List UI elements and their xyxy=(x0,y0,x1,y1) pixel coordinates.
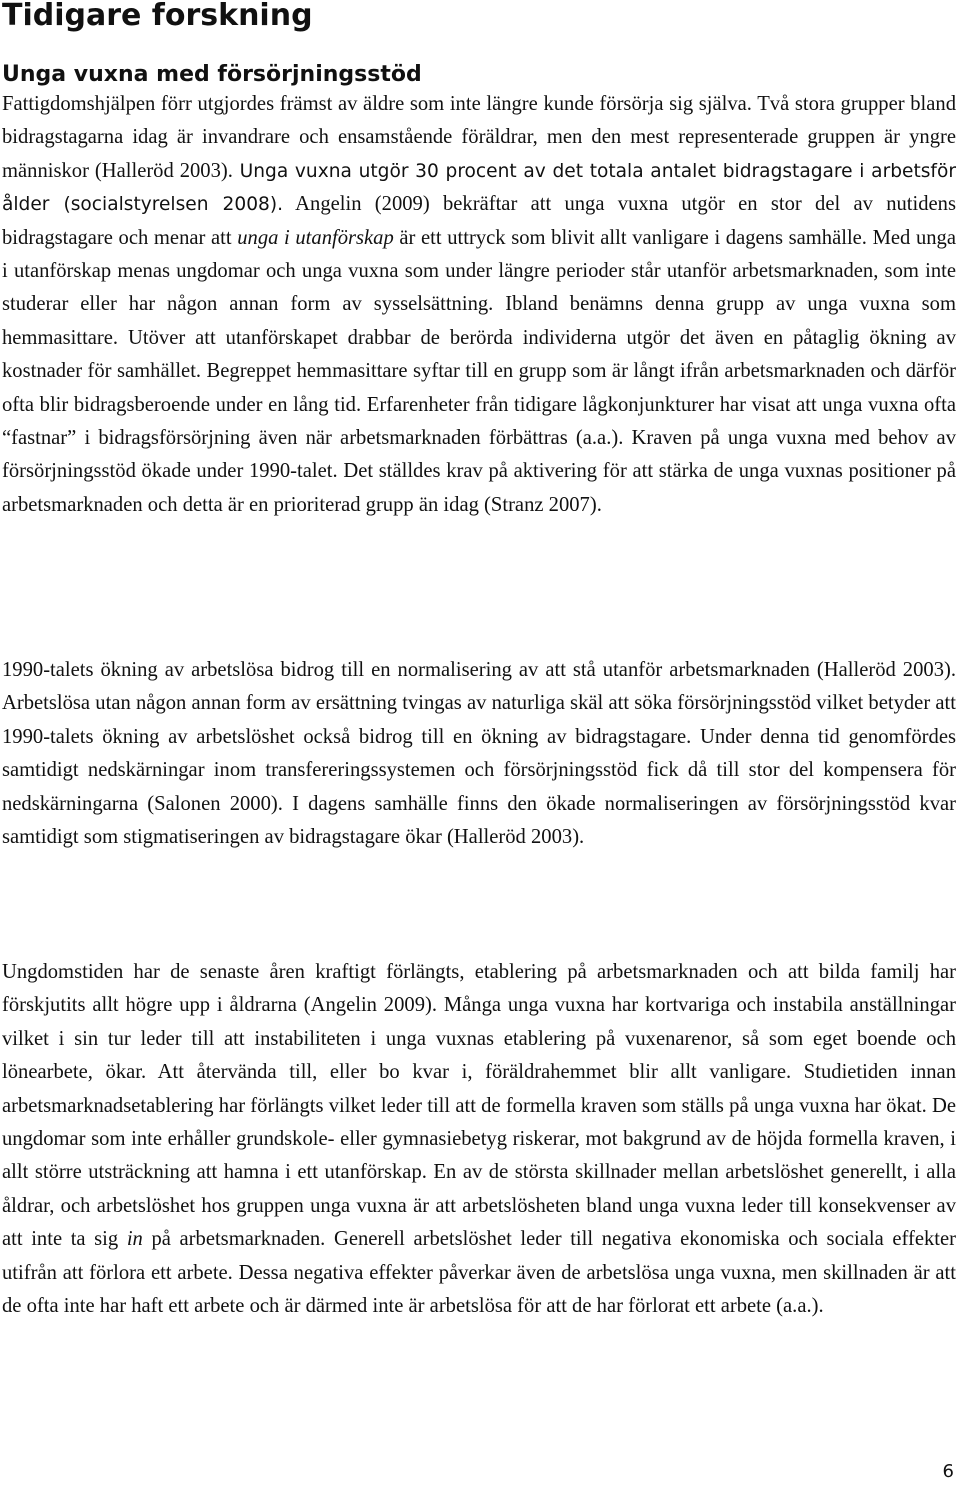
section-heading: Unga vuxna med försörjningsstöd xyxy=(2,62,422,87)
paragraph-1-sentence-2: Unga vuxna utgör 30 procent av det totala antalet bidragstagare i arbetsför ålder (socialstyrelsen 2008). xyxy=(2,160,956,216)
paragraph-3-part-b: på arbetsmarknaden. Generell arbetslöshet leder till negativa ekonomiska och sociala effekter utifrån att förlora ett arbete. Dessa negativa effekter påverkar även de arbetslösa unga vuxna, men skillnaden är att de ofta inte har haft ett arbete och är därmed inte är arbetslösa för att de har förlorat ett arbete (a.a.). xyxy=(2,1228,956,1318)
paragraph-3-italic-word: in xyxy=(126,1228,143,1251)
paragraph-3-part-a: Ungdomstiden har de senaste åren kraftigt förlängts, etablering på arbetsmarknaden och att bilda familj har förskjutits allt högre upp i åldrarna (Angelin 2009). Många unga vuxna har kortvariga och instabila anställningar vilket i sin tur leder till att instabiliteten i unga vuxnas etablering på vuxenarenor, så som eget boende och lönearbete, ökar. Att återvända till, eller bo kvar i, föräldrahemmet blir allt vanligare. Studietiden innan arbetsmarknadsetablering har förlängts vilket leder till att de formella kraven som ställs på unga vuxna har ökat. De ungdomar som inte erhåller grundskole- eller gymnasiebetyg riskerar, mot bakgrund av de höjda formella kraven, i allt större utsträckning att hamna i ett utanförskap. En av de största skillnader mellan arbetslöshet generellt, i alla åldrar, och arbetslöshet hos gruppen unga vuxna är att arbetslösheten bland unga vuxna leder till konsekvenser av att inte ta sig xyxy=(2,961,956,1251)
page-number: 6 xyxy=(942,1461,954,1482)
paragraph-3 xyxy=(2,956,956,1323)
paragraph-2: 1990-talets ökning av arbetslösa bidrog till en normalisering av att stå utanför arbetsmarknaden (Halleröd 2003). Arbetslösa utan någon annan form av ersättning tvingas av naturliga skäl att söka försörjningsstöd vilket betyder att 1990-talets ökning av arbetslöshet också bidrog till en ökning av bidragstagare. Under denna tid genomfördes samtidigt nedskärningar inom transfereringssystemen och försörjningsstöd fick då till stor del kompensera för nedskärningarna (Salonen 2000). I dagens samhälle finns den ökade normaliseringen av försörjningsstöd kvar samtidigt som stigmatiseringen av bidragstagare ökar (Halleröd 2003). xyxy=(2,659,956,849)
page-title: Tidigare forskning xyxy=(2,0,313,33)
paragraph-1-italic-term: unga i utanförskap xyxy=(237,226,394,249)
paragraph-1 xyxy=(2,88,956,522)
paragraph-1-sentence-3b: är ett uttryck som blivit allt vanligare i dagens samhälle. Med unga i utanförskap menas ungdomar och unga vuxna som under längre perioder står utanför arbetsmarknaden, som inte studerar eller har någon annan form av sysselsättning. Ibland benämns denna grupp av unga vuxna som hemmasittare. Utöver att utanförskapet drabbar de berörda individerna utgör det även en påtaglig ökning av kostnader för samhället. Begreppet hemmasittare syftar till en grupp som är långt ifrån arbetsmarknaden och därför ofta blir bidragsberoende under en lång tid. Erfarenheter från tidigare lågkonjunkturer har visat att unga vuxna ofta “fastnar” i bidragsförsörjning även när arbetsmarknaden förbättras (a.a.). Kraven på unga vuxna med behov av försörjningsstöd ökade under 1990-talet. Det ställdes krav på aktivering för att stärka de unga vuxnas positioner på arbetsmarknaden och detta är en prioriterad grupp än idag (Stranz 2007). xyxy=(2,226,956,516)
paragraph-1-sentence-1: Fattigdomshjälpen förr utgjordes främst av äldre som inte längre kunde försörja sig själva. Två stora grupper bland bidragstagarna idag är invandrare och ensamstående föräldrar, men den mest representerade gruppen är yngre människor (Halleröd 2003). xyxy=(2,93,956,182)
paragraph-1-sentence-3a: Angelin (2009) bekräftar att unga vuxna utgör en stor del av nutidens bidragstagare och menar att xyxy=(2,193,956,249)
